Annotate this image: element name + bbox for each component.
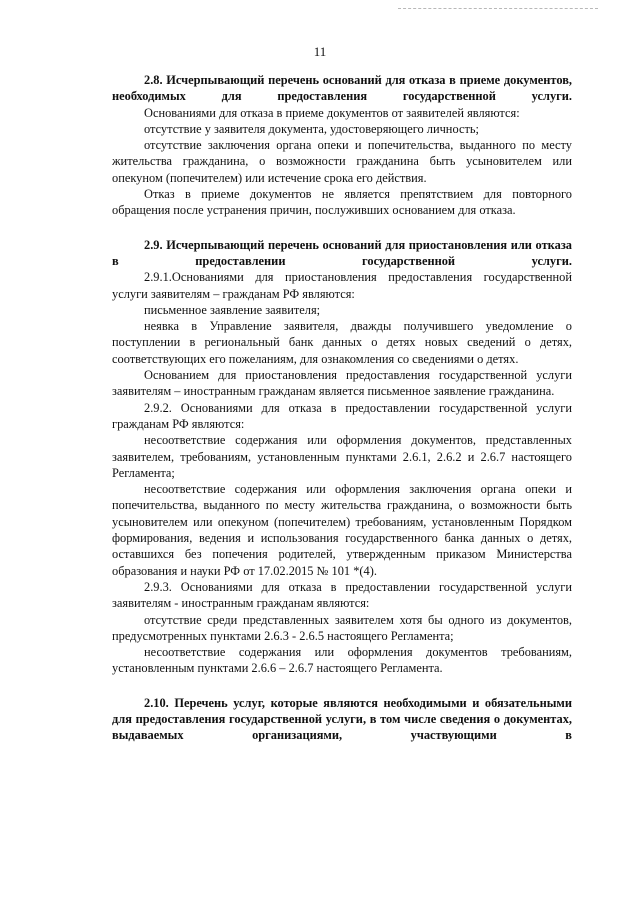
section-2-9-heading: 2.9. Исчерпывающий перечень оснований для приостановления или отказа в предоставлении государственной услуги.	[112, 237, 572, 268]
header-rule	[398, 8, 598, 9]
document-body	[112, 72, 572, 744]
section-2-9-paragraph: 2.9.3. Основаниями для отказа в предоставлении государственной услуги заявителям - иностранным гражданам являются:	[112, 579, 572, 611]
section-2-9-paragraph: 2.9.1.Основаниями для приостановления предоставления государственной услуги заявителям – гражданам РФ являются:	[112, 270, 572, 301]
section-2-9-paragraph: Основанием для приостановления предоставления государственной услуги заявителям – иностранным гражданам является письменное заявление гражданина.	[112, 368, 572, 399]
section-2-9-paragraph: несоответствие содержания или оформления заключения органа опеки и попечительства, выданного по месту жительства гражданина, о возможности быть усыновителем или опекуном (попечителем) требованиям, установленным Порядком формирования, ведения и использования государственного банка данных о детях, оставшихся без попечения родителей, утвержденным приказом Министерства образования и науки РФ от 17.02.2015 № 101 *(4).	[112, 482, 572, 578]
section-2-8-heading: 2.8. Исчерпывающий перечень оснований для отказа в приеме документов, необходимых для предоставления государственной услуги.	[112, 73, 572, 104]
section-2-9-paragraph: отсутствие среди представленных заявителем хотя бы одного из документов, предусмотренных пунктами 2.6.3 - 2.6.5 настоящего Регламента;	[112, 612, 572, 643]
section-2-9-paragraph: несоответствие содержания или оформления документов требованиям, установленным пунктами 2.6.6 – 2.6.7 настоящего Регламента.	[112, 645, 572, 676]
section-2-8-paragraph: отсутствие у заявителя документа, удостоверяющего личность;	[144, 121, 479, 136]
section-2-8-paragraph: отсутствие заключения органа опеки и попечительства, выданного по месту жительства гражданина, о возможности гражданина быть усыновителем или опекуном (попечителем) или истечение срока его действия.	[112, 138, 572, 185]
section-2-8-paragraph: Основаниями для отказа в приеме документов от заявителей являются:	[144, 105, 520, 120]
section-2-9-paragraph: письменное заявление заявителя;	[144, 302, 321, 317]
page-number: 11	[313, 44, 327, 59]
section-2-8-paragraph: Отказ в приеме документов не является препятствием для повторного обращения после устранения причин, послуживших основанием для отказа.	[112, 187, 572, 218]
section-2-9-paragraph: 2.9.2. Основаниями для отказа в предоставлении государственной услуги гражданам РФ являются:	[112, 400, 572, 431]
section-2-10-heading: 2.10. Перечень услуг, которые являются необходимыми и обязательными для предоставления государственной услуги, в том числе сведения о документах, выдаваемых организациями, участвующими в	[112, 695, 572, 743]
section-2-9-paragraph: неявка в Управление заявителя, дважды получившего уведомление о поступлении в региональный банк данных о детях новых сведений о детях, соответствующих его пожеланиям, для ознакомления со сведениями о детях.	[112, 319, 572, 366]
section-2-9-paragraph: несоответствие содержания или оформления документов, представленных заявителем, требованиям, установленным пунктами 2.6.1, 2.6.2 и 2.6.7 настоящего Регламента;	[112, 433, 572, 480]
